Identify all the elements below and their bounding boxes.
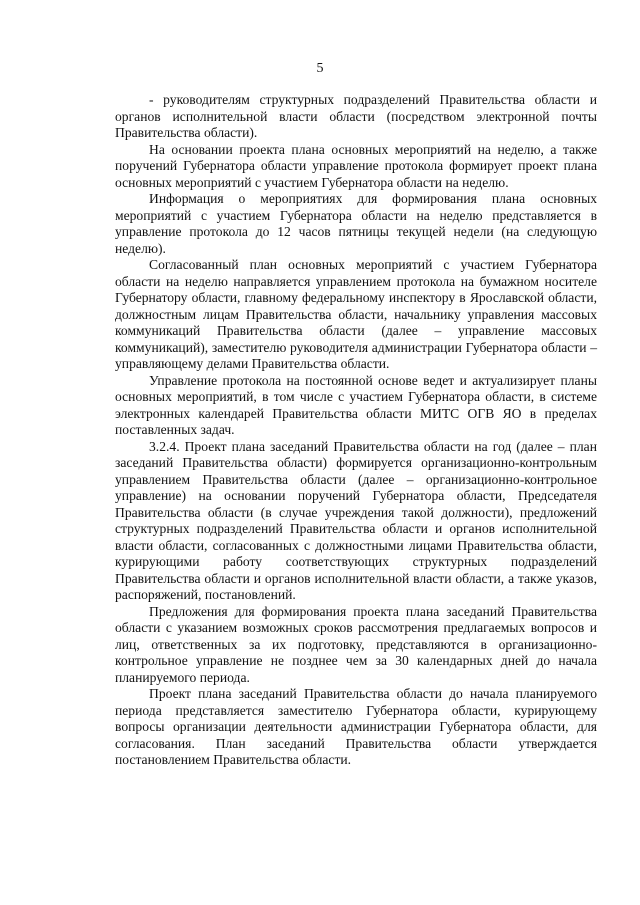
paragraph-information-deadline: Информация о мероприятиях для формирования плана основных мероприятий с участием Губернатора области на неделю представляется в управление протокола до 12 часов пятницы текущей недели (на следующую неделю).: [115, 191, 597, 256]
paragraph-section-3-2-4: 3.2.4. Проект плана заседаний Правительства области на год (далее – план заседаний Правительства области) формируется организационно-контрольным управлением Правительства области (далее – организационно-контрольное управление) на основании поручений Губернатора области, Председателя Правительства области (в случае учреждения такой должности), предложений структурных подразделений Правительства области и органов исполнительной власти области, согласованных с должностными лицами Правительства области, курирующими работу соответствующих структурных подразделений Правительства области и органов исполнительной власти области, а также указов, распоряжений, постановлений.: [115, 438, 597, 602]
paragraph-plan-formation: На основании проекта плана основных мероприятий на неделю, а также поручений Губернатора области управление протокола формирует проект плана основных мероприятий с участием Губернатора области на неделю.: [115, 141, 597, 190]
page-number: 5: [316, 61, 324, 76]
paragraph-plan-approval: Проект плана заседаний Правительства области до начала планируемого периода представляется заместителю Губернатора области, курирующему вопросы организации деятельности администрации Губернатора области, для согласования. План заседаний Правительства области утверждается постановлением Правительства области.: [115, 686, 597, 767]
document-body: [115, 92, 597, 769]
paragraph-plan-maintenance: Управление протокола на постоянной основе ведет и актуализирует планы основных мероприятий, в том числе с участием Губернатора области, в системе электронных календарей Правительства области МИТС ОГВ ЯО в пределах поставленных задач.: [115, 372, 597, 437]
paragraph-plan-distribution: Согласованный план основных мероприятий с участием Губернатора области на неделю направляется управлением протокола на бумажном носителе Губернатору области, главному федеральному инспектору в Ярославской области, должностным лицам Правительства области, начальнику управления массовых коммуникаций Правительства области (далее – управление массовых коммуникаций), заместителю руководителя администрации Губернатора области – управляющему делами Правительства области.: [115, 257, 597, 371]
paragraph-proposals: Предложения для формирования проекта плана заседаний Правительства области с указанием возможных сроков рассмотрения предлагаемых вопросов и лиц, ответственных за их подготовку, представляются в организационно-контрольное управление не позднее чем за 30 календарных дней до начала планируемого периода.: [115, 603, 597, 685]
paragraph-recipients-list-item: - руководителям структурных подразделений Правительства области и органов исполнительной власти области (посредством электронной почты Правительства области).: [115, 92, 597, 140]
